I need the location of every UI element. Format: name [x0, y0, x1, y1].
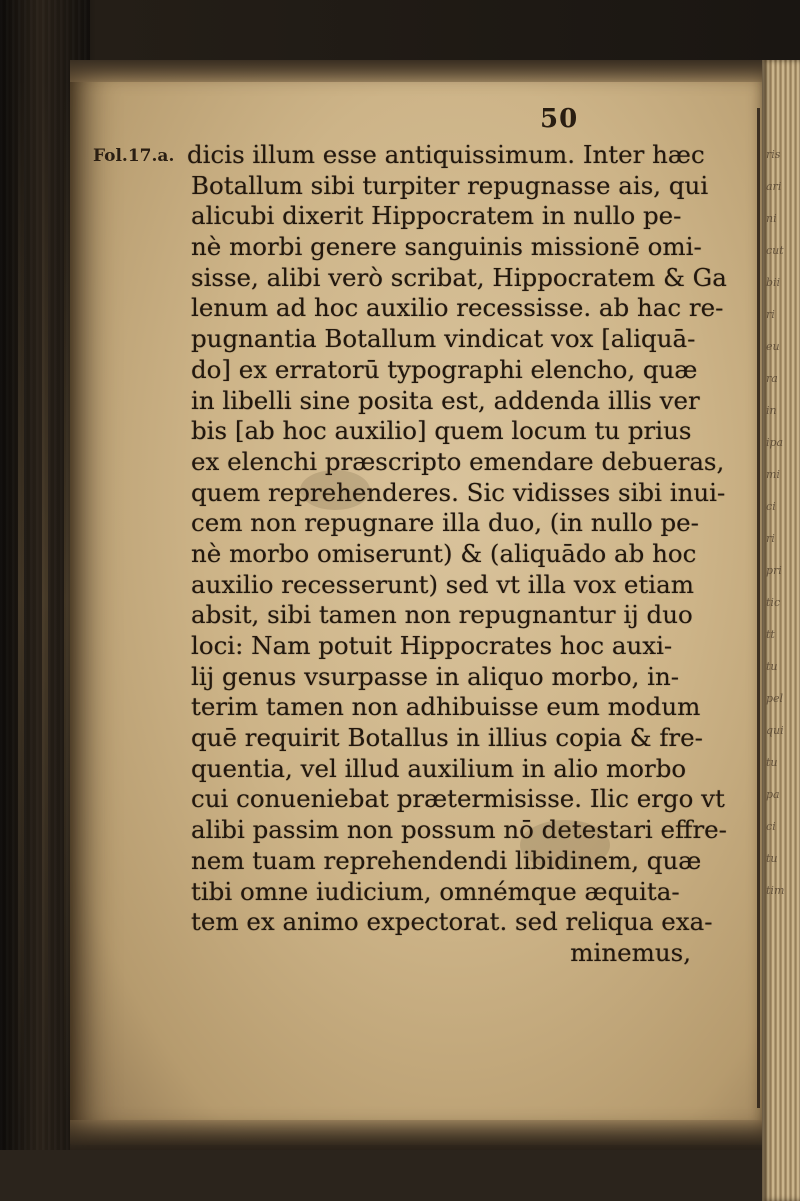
adjacent-page-fragment: ari: [766, 180, 782, 193]
text-line: alicubi dixerit Hippocratem in nullo pe-: [191, 201, 682, 231]
page-number: 50: [540, 104, 579, 134]
adjacent-page-fragment: bii: [766, 276, 781, 289]
margin-rule: [757, 108, 760, 1108]
adjacent-page-fragment: mi: [766, 468, 780, 481]
text-line: quem reprehenderes. Sic vidisses sibi inui-: [191, 477, 726, 507]
text-line: tem ex animo expectorat. sed reliqua exa-: [191, 907, 713, 937]
text-line: ex elenchi præscripto emendare debueras,: [191, 446, 725, 476]
adjacent-page-fragment: ri: [766, 532, 775, 545]
binding-streak: [18, 80, 24, 1120]
text-line: cui conueniebat prætermisisse. Ilic ergo vt: [191, 784, 725, 814]
text-line: pugnantia Botallum vindicat vox [aliquā-: [191, 324, 696, 354]
text-line: tibi omne iudicium, omnémque æquita-: [191, 876, 680, 906]
text-line: nem tuam reprehendendi libidinem, quæ: [191, 845, 702, 875]
adjacent-page-fragment: pri: [766, 564, 782, 577]
folio-marginal-note: Fol.17.a.: [93, 146, 175, 166]
text-line: absit, sibi tamen non repugnantur ij duo: [191, 600, 693, 630]
adjacent-page-fragment: ipa: [766, 436, 784, 449]
text-line: nè morbi genere sanguinis missionē omi-: [191, 232, 702, 262]
text-line: lij genus vsurpasse in aliquo morbo, in-: [191, 661, 680, 691]
adjacent-page-fragment: ris: [766, 148, 781, 161]
text-line: alibi passim non possum nō detestari effre-: [191, 815, 727, 845]
text-line: loci: Nam potuit Hippocrates hoc auxi-: [191, 631, 673, 660]
page-top-shadow: [70, 60, 770, 82]
bottom-background: [0, 1150, 800, 1201]
adjacent-page-fragment: pel: [766, 692, 784, 705]
page-bottom-shadow: [70, 1120, 770, 1150]
adjacent-page-fragment: tt: [766, 628, 775, 641]
text-line: dicis illum esse antiquissimum. Inter hæc: [187, 140, 705, 169]
adjacent-page-fragment: tim: [766, 884, 785, 897]
text-line: sisse, alibi verò scribat, Hippocratem & Ga: [191, 262, 727, 292]
adjacent-page-fragment: in: [766, 404, 777, 417]
text-line: quē requirit Botallus in illius copia & fre-: [191, 723, 703, 753]
adjacent-page-fragment: ci: [766, 820, 776, 833]
adjacent-page-fragment: tu: [766, 852, 778, 865]
text-line: minemus,: [570, 937, 691, 967]
adjacent-page-fragment: qui: [766, 724, 784, 737]
adjacent-page-fragment: tu: [766, 756, 778, 769]
text-line: cem non repugnare illa duo, (in nullo pe-: [191, 508, 699, 538]
text-line: do] ex erratorū typographi elencho, quæ: [191, 354, 698, 384]
adjacent-page-fragment: ni: [766, 212, 777, 225]
adjacent-page-fragment: tu: [766, 660, 778, 673]
adjacent-page-fragment: pa: [766, 788, 780, 801]
adjacent-page-fragment: cut: [766, 244, 784, 257]
next-page-edge: [762, 60, 800, 1201]
adjacent-page-fragment: ci: [766, 500, 776, 513]
text-line: auxilio recesserunt) sed vt illa vox etiam: [191, 569, 694, 599]
adjacent-page-fragment: tic: [766, 596, 781, 609]
text-line: Botallum sibi turpiter repugnasse ais, qui: [191, 170, 709, 200]
text-line: quentia, vel illud auxilium in alio morbo: [191, 753, 687, 783]
adjacent-page-fragment: ra: [766, 372, 778, 385]
text-line: bis [ab hoc auxilio] quem locum tu prius: [191, 416, 692, 446]
adjacent-page-fragment: ri: [766, 308, 775, 321]
body-text: [187, 140, 751, 969]
text-line: nè morbo omiserunt) & (aliquādo ab hoc: [191, 538, 697, 568]
text-line: terim tamen non adhibuisse eum modum: [191, 692, 701, 722]
binding-streak: [42, 80, 48, 1120]
adjacent-page-fragment: eu: [766, 340, 780, 353]
text-line: lenum ad hoc auxilio recessisse. ab hac re-: [191, 293, 724, 323]
text-line: in libelli sine posita est, addenda illis ver: [191, 385, 700, 415]
